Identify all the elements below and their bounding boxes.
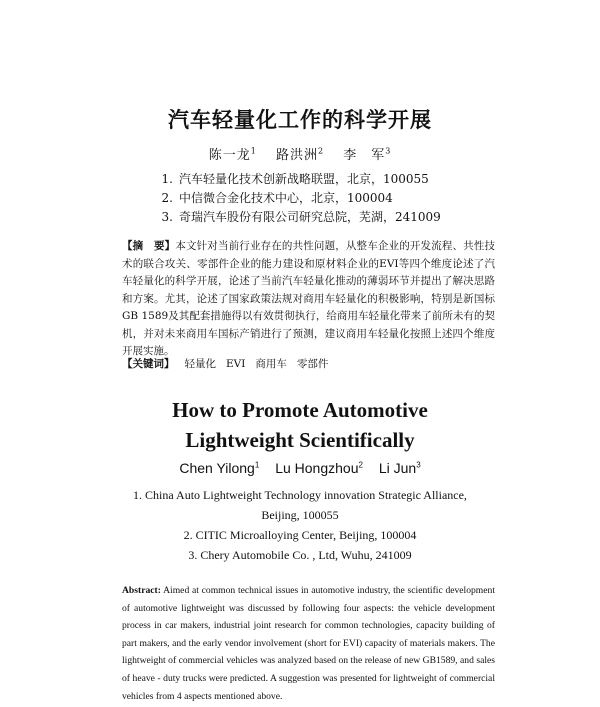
chinese-author: 陈一龙$^1$ bbox=[208, 146, 257, 163]
english-affiliation: 3. Chery Automobile Co. , Ltd, Wuhu, 241009 bbox=[188, 548, 412, 562]
keyword: 轻量化 bbox=[184, 358, 216, 370]
chinese-abstract-text: 本文针对当前行业存在的共性问题，从整车企业的开发流程、共性技术的联合攻关、零部件企业的能力建设和原材料企业的EVI等四个维度论述了汽车轻量化的科学开展，论述了当前汽车轻量化推动的薄弱环节并提出了解决思路和方案。尤其，论述了国家政策法规对商用车轻量化的积极影响，特别是新国标GB 1589及其配套措施得以有效贯彻执行，给商用车轻量化带来了前所未有的契机，并对未来商用车国标产销进行了预测，建议商用车轻量化按照上述四个维度开展实施。 bbox=[122, 240, 496, 357]
chinese-title: 汽车轻量化工作的科学开展 bbox=[168, 107, 432, 132]
keyword: 商用车 bbox=[255, 358, 287, 370]
english-affiliation: 1. China Auto Lightweight Technology innovation Strategic Alliance, bbox=[133, 488, 467, 502]
keyword: 零部件 bbox=[296, 358, 329, 370]
chinese-keywords-label: 【关键词】 bbox=[122, 358, 175, 370]
english-abstract-text: Aimed at common technical issues in automotive industry, the scientific development of automotive lightweight was discussed by following four aspects: the vehicle development process in car makers, industrial joint research for common technologies, capacity building of part makers, and the early vendor involvement (short for EVI) capacity of materials makers. The lightweight of commercial vehicles was analyzed based on the release of new GB1589, and sales of heave - duty trucks were predicted. A suggestion was presented for lightweight of commercial vehicles from 4 aspects mentioned above. bbox=[122, 585, 495, 702]
chinese-abstract-label: 【摘 要】 bbox=[122, 240, 176, 252]
chinese-author-list bbox=[0, 144, 600, 163]
english-title-line-2: Lightweight Scientifically bbox=[185, 428, 415, 452]
chinese-affiliation: 1. 汽车轻量化技术创新战略联盟，北京，100055 bbox=[161, 172, 429, 186]
english-abstract-label: Abstract: bbox=[122, 585, 161, 596]
chinese-affiliation: 3. 奇瑞汽车股份有限公司研究总院，芜湖，241009 bbox=[161, 210, 441, 224]
english-author-list bbox=[0, 460, 600, 476]
english-affiliation: Beijing, 100055 bbox=[261, 508, 339, 522]
chinese-abstract bbox=[122, 238, 495, 361]
english-author: Lu Hongzhou$^2$ bbox=[275, 460, 363, 476]
chinese-affiliation: 2. 中信微合金化技术中心，北京，100004 bbox=[161, 191, 393, 205]
english-author: Li Jun$^3$ bbox=[378, 460, 421, 476]
english-author: Chen Yilong$^1$ bbox=[179, 460, 260, 476]
chinese-keywords bbox=[122, 356, 495, 373]
keyword: EVI bbox=[226, 358, 246, 370]
english-abstract bbox=[122, 582, 495, 705]
english-affiliation: 2. CITIC Microalloying Center, Beijing, 100004 bbox=[183, 528, 417, 542]
english-title-line-1: How to Promote Automotive bbox=[172, 398, 428, 422]
chinese-author: 李 军$^3$ bbox=[343, 146, 392, 163]
chinese-author: 路洪洲$^2$ bbox=[275, 146, 325, 163]
